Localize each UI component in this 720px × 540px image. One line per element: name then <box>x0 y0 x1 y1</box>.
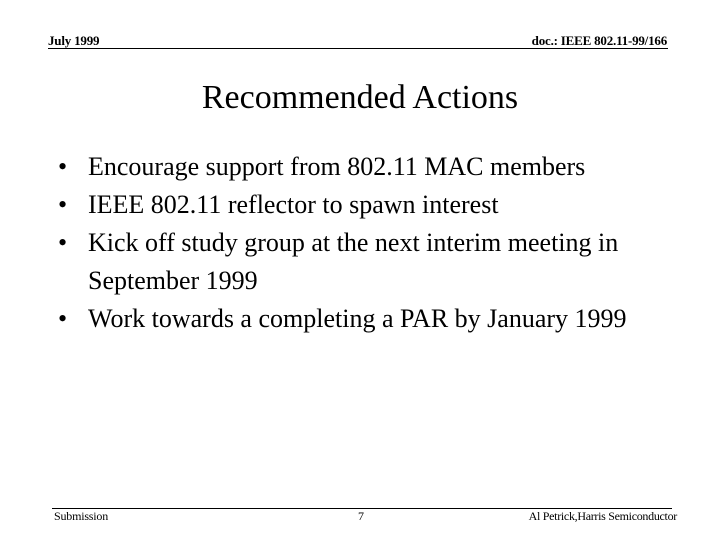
bullet-item <box>58 224 698 300</box>
header-date: July 1999 <box>48 33 100 48</box>
footer-author: Al Petrick,Harris Semiconductor <box>528 509 677 523</box>
bullet-marker: • <box>58 304 68 333</box>
bullet-marker: • <box>58 152 68 181</box>
bullet-text: IEEE 802.11 reflector to spawn interest <box>88 190 499 219</box>
slide-title: Recommended Actions <box>201 79 519 116</box>
bullet-text: Work towards a completing a PAR by January 1999 <box>88 304 627 333</box>
bullet-marker: • <box>58 228 68 257</box>
bullet-item <box>58 148 698 186</box>
bullet-text: Kick off study group at the next interim meeting in September 1999 <box>88 228 619 295</box>
footer-submission: Submission <box>54 509 109 523</box>
header-divider <box>48 48 668 49</box>
bullet-marker: • <box>58 190 68 219</box>
footer-page-number: 7 <box>358 509 364 523</box>
bullet-item <box>58 186 698 224</box>
header-doc-id: doc.: IEEE 802.11-99/166 <box>531 33 667 48</box>
bullet-text: Encourage support from 802.11 MAC members <box>88 152 586 181</box>
bullet-list <box>58 148 698 338</box>
bullet-item <box>58 300 698 338</box>
